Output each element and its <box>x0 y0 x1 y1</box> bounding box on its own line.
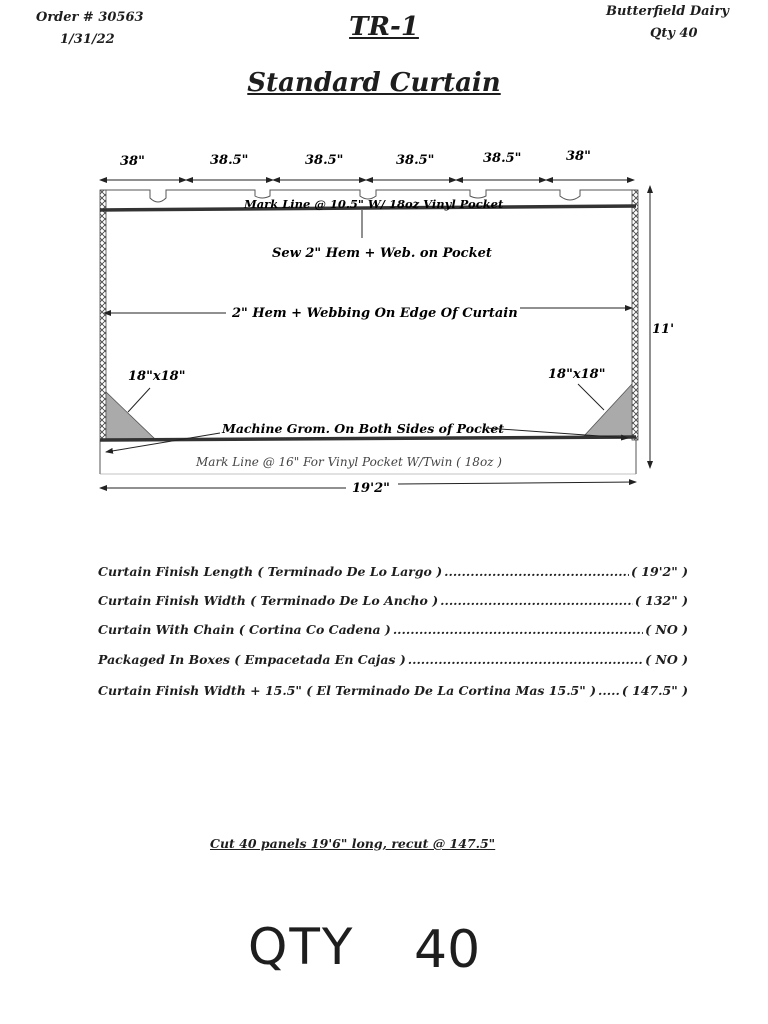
cut-note: Cut 40 panels 19'6" long, recut @ 147.5" <box>210 836 496 851</box>
spec-finish-width-plus <box>98 683 688 698</box>
spec-value: ( NO ) <box>645 652 688 667</box>
spec-value: ( 19'2" ) <box>631 564 688 579</box>
handwritten-qty-number: 40 <box>414 920 481 980</box>
spec-value: ( 132" ) <box>634 593 688 608</box>
grommet-note: Machine Grom. On Both Sides of Pocket <box>222 421 505 436</box>
spec-value: ( 147.5" ) <box>621 683 688 698</box>
order-number: Order # 30563 <box>36 10 144 25</box>
corner-leader-left <box>128 388 150 412</box>
width-arrow-right <box>398 482 636 484</box>
page-title: TR-1 <box>349 12 419 42</box>
corner-leader-right <box>578 384 604 410</box>
spec-packaged-in-boxes <box>98 652 688 667</box>
spec-finish-width <box>98 593 688 608</box>
quantity-label: Qty 40 <box>650 26 698 41</box>
order-date: 1/31/22 <box>60 32 115 47</box>
spec-with-chain <box>98 622 688 637</box>
segment-label-4: 38.5" <box>396 153 435 168</box>
spec-finish-length <box>98 564 688 579</box>
spec-label: Curtain With Chain ( Cortina Co Cadena ) <box>98 622 391 637</box>
spec-label: Curtain Finish Width + 15.5" ( El Terminado De La Cortina Mas 15.5" ) <box>98 683 597 698</box>
spec-label: Curtain Finish Length ( Terminado De Lo Largo ) <box>98 564 443 579</box>
handwritten-qty-label: QTY <box>248 918 355 976</box>
segment-label-5: 38.5" <box>483 151 522 166</box>
height-label: 11' <box>652 322 675 337</box>
segment-label-3: 38.5" <box>305 153 344 168</box>
segment-label-2: 38.5" <box>210 153 249 168</box>
corner-label-left: 18"x18" <box>128 369 186 384</box>
corner-label-right: 18"x18" <box>548 367 606 382</box>
top-mark-line-label: Mark Line @ 10.5" W/ 18oz Vinyl Pocket <box>244 197 504 211</box>
segment-label-6: 38" <box>566 149 591 164</box>
sew-note: Sew 2" Hem + Web. on Pocket <box>272 246 492 261</box>
bottom-mark-line-label: Mark Line @ 16" For Vinyl Pocket W/Twin ( 18oz ) <box>196 455 502 469</box>
hem-note: 2" Hem + Webbing On Edge Of Curtain <box>232 306 518 321</box>
spec-value: ( NO ) <box>645 622 688 637</box>
corner-patch-right <box>584 384 632 436</box>
segment-label-1: 38" <box>120 154 145 169</box>
corner-patch-left <box>106 392 156 440</box>
customer-name: Butterfield Dairy <box>606 4 729 19</box>
spec-label: Curtain Finish Width ( Terminado De Lo Ancho ) <box>98 593 439 608</box>
spec-label: Packaged In Boxes ( Empacetada En Cajas ) <box>98 652 406 667</box>
page-subtitle: Standard Curtain <box>247 68 501 98</box>
width-label: 19'2" <box>352 481 390 496</box>
